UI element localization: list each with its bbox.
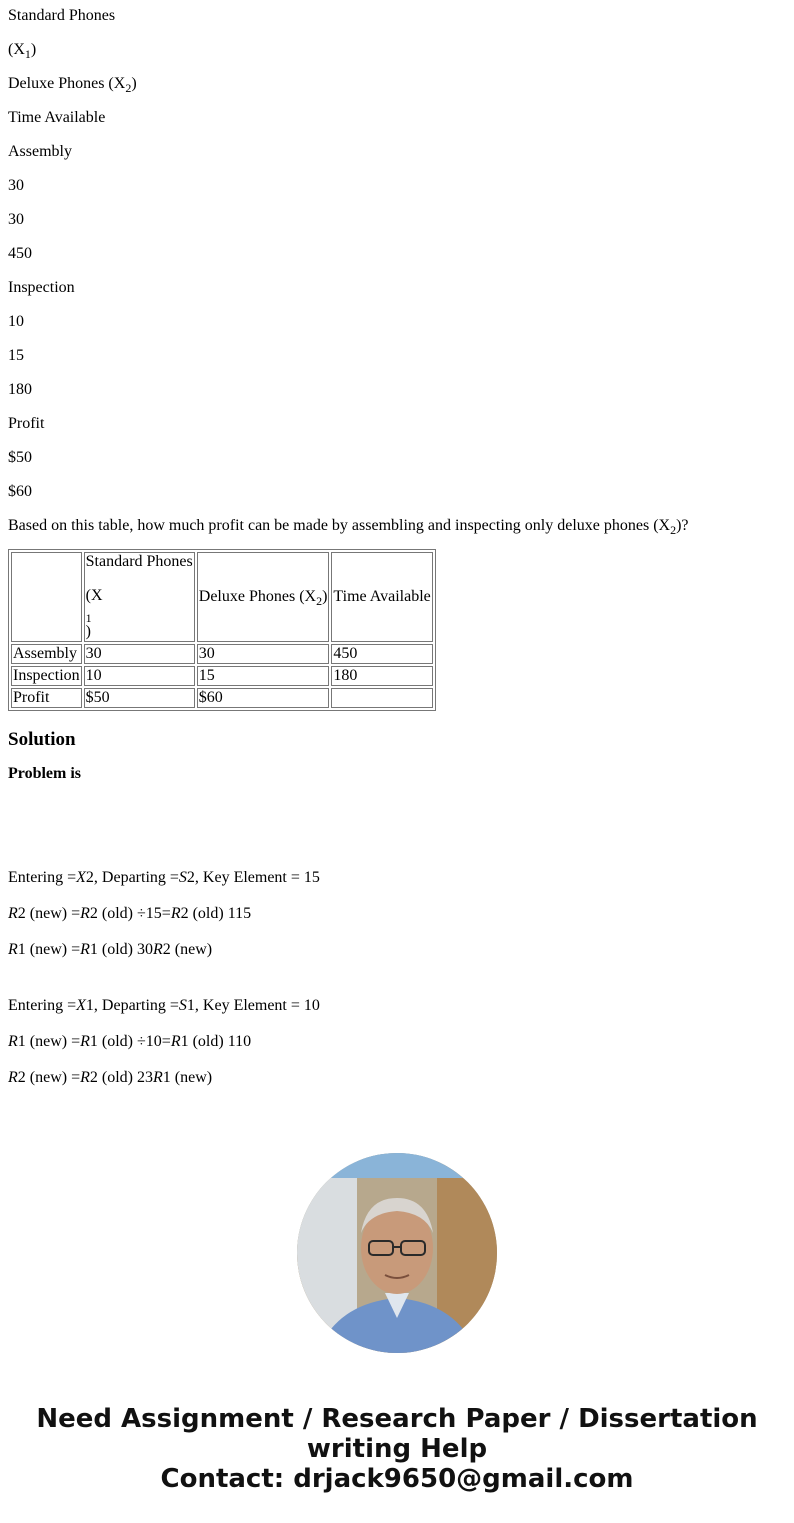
s2r2-a: R: [8, 1069, 18, 1086]
deluxe-close: ): [131, 75, 137, 92]
line-assembly-time: 450: [8, 245, 32, 262]
table-head-deluxe: [197, 552, 330, 642]
question-text: [8, 517, 794, 537]
s1r1-e: R: [153, 941, 163, 958]
table-head-time: Time Available: [331, 552, 432, 642]
promo-line1: Need Assignment / Research Paper / Dissertation: [36, 1404, 758, 1434]
s2r2-e: R: [153, 1069, 163, 1086]
s2-dep-rest: 1, Key Element = 10: [186, 997, 320, 1014]
table-row: [11, 644, 433, 664]
head-std-line1: Standard Phones: [85, 553, 193, 570]
line-inspection-dlx: 15: [8, 347, 24, 364]
s1-prefix: Entering =: [8, 869, 77, 886]
person-photo-icon: [297, 1153, 497, 1353]
deluxe-label: Deluxe Phones (X: [8, 75, 126, 92]
row-label: Assembly: [11, 644, 82, 664]
table-header-row: [11, 552, 433, 642]
table-row: [11, 688, 433, 708]
head-std-line2: [86, 587, 193, 641]
s2r1-e: R: [170, 1033, 181, 1050]
row-std: 10: [84, 666, 195, 686]
line-profit-dlx: $60: [8, 483, 32, 500]
problem-is-label: Problem is: [8, 765, 82, 782]
s2r2-c: R: [80, 1069, 90, 1086]
solution-heading: Solution: [8, 729, 76, 750]
question-before: Based on this table, how much profit can be made by assembling and inspecting only deluxe phones (X: [8, 517, 671, 534]
promo-banner: [0, 1404, 794, 1494]
line-assembly: Assembly: [8, 143, 72, 160]
step2-r1: [8, 1033, 794, 1051]
step2-entering: [8, 997, 794, 1015]
step1-r1: [8, 941, 794, 959]
head-std-close: ): [85, 623, 91, 640]
row-time: 450: [331, 644, 432, 664]
head-dlx-open: Deluxe Phones (X: [198, 588, 317, 605]
s1r1-f: 2 (new): [162, 941, 213, 958]
line-deluxe-phones: [8, 75, 794, 96]
row-std: $50: [84, 688, 195, 708]
s2r1-d: 1 (old) ÷10=: [89, 1033, 171, 1050]
s1r2-c: R: [80, 905, 90, 922]
s1r2-b: 2 (new) =: [17, 905, 81, 922]
s2r2-f: 1 (new): [162, 1069, 213, 1086]
s1r1-d: 1 (old) 30: [89, 941, 154, 958]
s1-dep-rest: 2, Key Element = 15: [186, 869, 320, 886]
row-dlx: 30: [197, 644, 330, 664]
s2-prefix: Entering =: [8, 997, 77, 1014]
promo-contact[interactable]: Contact: drjack9650@gmail.com: [160, 1464, 634, 1494]
line-profit-std: $50: [8, 449, 32, 466]
line-x1: [8, 41, 794, 62]
row-dlx: $60: [197, 688, 330, 708]
s2r1-b: 1 (new) =: [17, 1033, 81, 1050]
line-inspection-time: 180: [8, 381, 32, 398]
s2r1-c: R: [80, 1033, 90, 1050]
s2-idx: 1, Departing =: [85, 997, 179, 1014]
s1r2-d: 2 (old) ÷15=: [89, 905, 171, 922]
head-dlx-sub: 2: [316, 594, 323, 609]
s1r1-b: 1 (new) =: [17, 941, 81, 958]
row-time: 180: [331, 666, 432, 686]
question-sub: 2: [670, 523, 677, 538]
row-label: Profit: [11, 688, 82, 708]
s1r1-a: R: [8, 941, 18, 958]
s2r1-f: 1 (old) 110: [180, 1033, 252, 1050]
s2-dep-var: S: [178, 997, 187, 1014]
line-assembly-std: 30: [8, 177, 24, 194]
head-dlx-close: ): [322, 588, 328, 605]
row-label: Inspection: [13, 667, 80, 684]
line-profit: Profit: [8, 415, 45, 432]
step1-r2: [8, 905, 794, 923]
line-standard-phones: Standard Phones: [8, 7, 116, 24]
line-assembly-dlx: 30: [8, 211, 24, 228]
s2-var: X: [76, 997, 86, 1014]
row-time: [331, 688, 432, 708]
s1-dep-var: S: [178, 869, 187, 886]
x1-close: ): [30, 41, 37, 58]
s1r2-a: R: [8, 905, 18, 922]
head-std-sub: 1: [85, 611, 92, 626]
s1r2-e: R: [170, 905, 181, 922]
line-inspection-std: 10: [8, 313, 24, 330]
phones-table: [8, 549, 436, 711]
deluxe-sub: 2: [125, 81, 132, 96]
table-head-standard: [84, 552, 195, 642]
promo-line2: writing Help: [306, 1434, 488, 1464]
row-dlx: 15: [197, 666, 330, 686]
line-inspection: Inspection: [8, 279, 75, 296]
head-std-open: (X: [85, 587, 103, 604]
s1r1-c: R: [80, 941, 90, 958]
avatar: [297, 1153, 497, 1353]
s1-idx: 2, Departing =: [85, 869, 179, 886]
s1r2-f: 2 (old) 115: [180, 905, 252, 922]
step2-r2: [8, 1069, 794, 1087]
s2r2-d: 2 (old) 23: [89, 1069, 154, 1086]
step1-entering: [8, 869, 794, 887]
s1-var: X: [76, 869, 86, 886]
s2r2-b: 2 (new) =: [17, 1069, 81, 1086]
row-std: 30: [84, 644, 195, 664]
x1-sub: 1: [24, 47, 31, 62]
table-corner-cell: [11, 552, 82, 642]
s2r1-a: R: [8, 1033, 18, 1050]
table-row: [11, 666, 433, 686]
x1-open: (X: [8, 41, 25, 58]
line-time-available: Time Available: [8, 109, 106, 126]
question-after: )?: [676, 517, 689, 534]
